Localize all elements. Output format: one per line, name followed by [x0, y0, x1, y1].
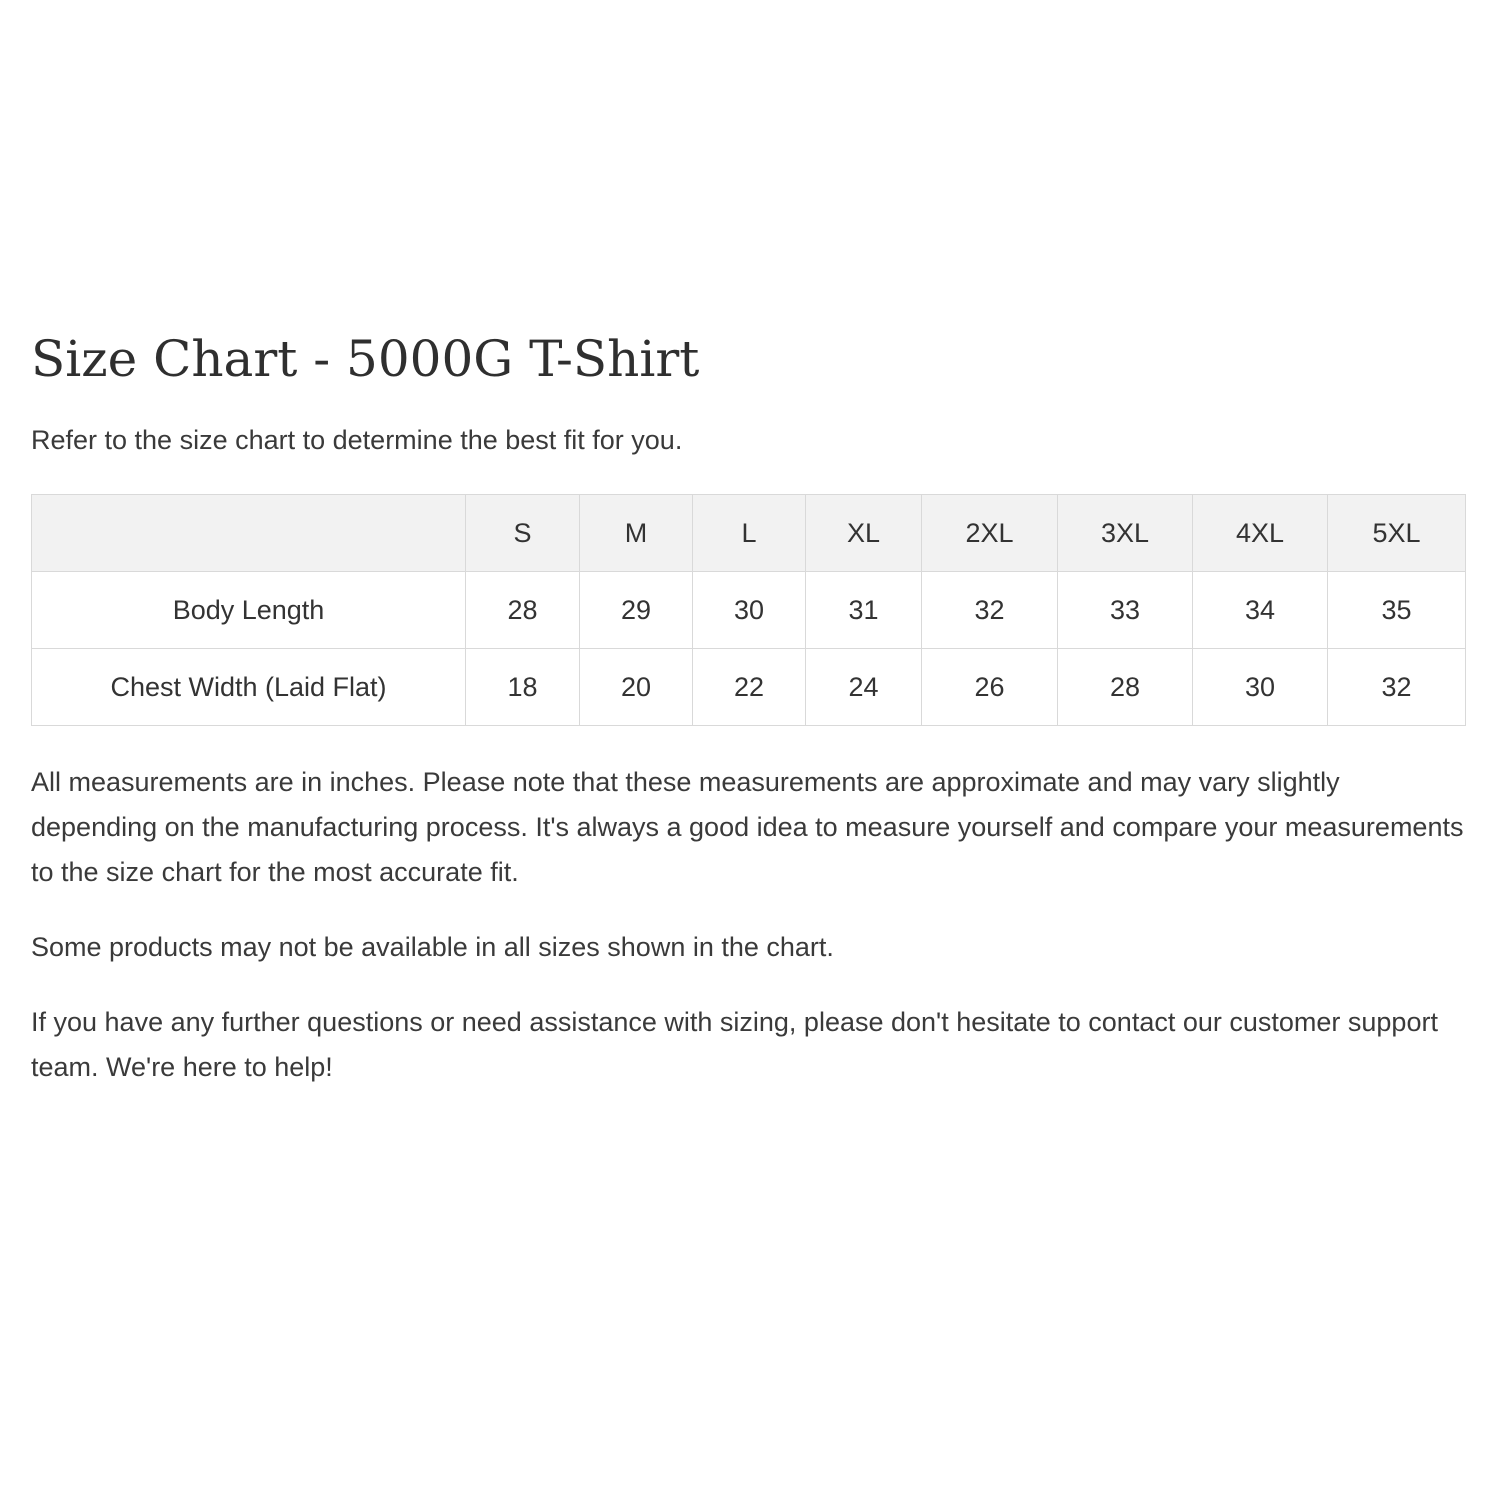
table-cell: 20 — [580, 649, 693, 726]
table-cell: 31 — [806, 572, 922, 649]
support-note: If you have any further questions or need assistance with sizing, please don't hesitate to contact our customer support team. We're here to help! — [31, 1007, 1438, 1082]
row-label: Body Length — [32, 572, 466, 649]
size-header: 4XL — [1193, 495, 1328, 572]
availability-note: Some products may not be available in all sizes shown in the chart. — [31, 932, 834, 962]
table-cell: 34 — [1193, 572, 1328, 649]
table-cell: 26 — [922, 649, 1058, 726]
size-header: M — [580, 495, 693, 572]
size-header: S — [466, 495, 580, 572]
intro-text: Refer to the size chart to determine the best fit for you. — [31, 425, 683, 455]
row-label: Chest Width (Laid Flat) — [32, 649, 466, 726]
table-cell: 30 — [693, 572, 806, 649]
size-header: XL — [806, 495, 922, 572]
size-header: 3XL — [1058, 495, 1193, 572]
table-corner-cell — [32, 495, 466, 572]
table-row — [32, 572, 1466, 649]
page-title: Size Chart - 5000G T-Shirt — [31, 330, 700, 388]
table-cell: 28 — [1058, 649, 1193, 726]
size-header: 5XL — [1328, 495, 1466, 572]
table-cell: 32 — [1328, 649, 1466, 726]
table-cell: 18 — [466, 649, 580, 726]
table-cell: 28 — [466, 572, 580, 649]
size-header: L — [693, 495, 806, 572]
table-cell: 30 — [1193, 649, 1328, 726]
table-header-row — [32, 495, 1466, 572]
table-cell: 29 — [580, 572, 693, 649]
table-cell: 33 — [1058, 572, 1193, 649]
measurements-note: All measurements are in inches. Please note that these measurements are approximate and may vary slightly depending on the manufacturing process. It's always a good idea to measure yourself and compare your measurements to the size chart for the most accurate fit. — [31, 767, 1464, 887]
size-chart-section — [31, 326, 1465, 1090]
table-cell: 32 — [922, 572, 1058, 649]
size-header: 2XL — [922, 495, 1058, 572]
table-cell: 24 — [806, 649, 922, 726]
table-cell: 22 — [693, 649, 806, 726]
table-cell: 35 — [1328, 572, 1466, 649]
size-table — [31, 494, 1466, 726]
table-row — [32, 649, 1466, 726]
